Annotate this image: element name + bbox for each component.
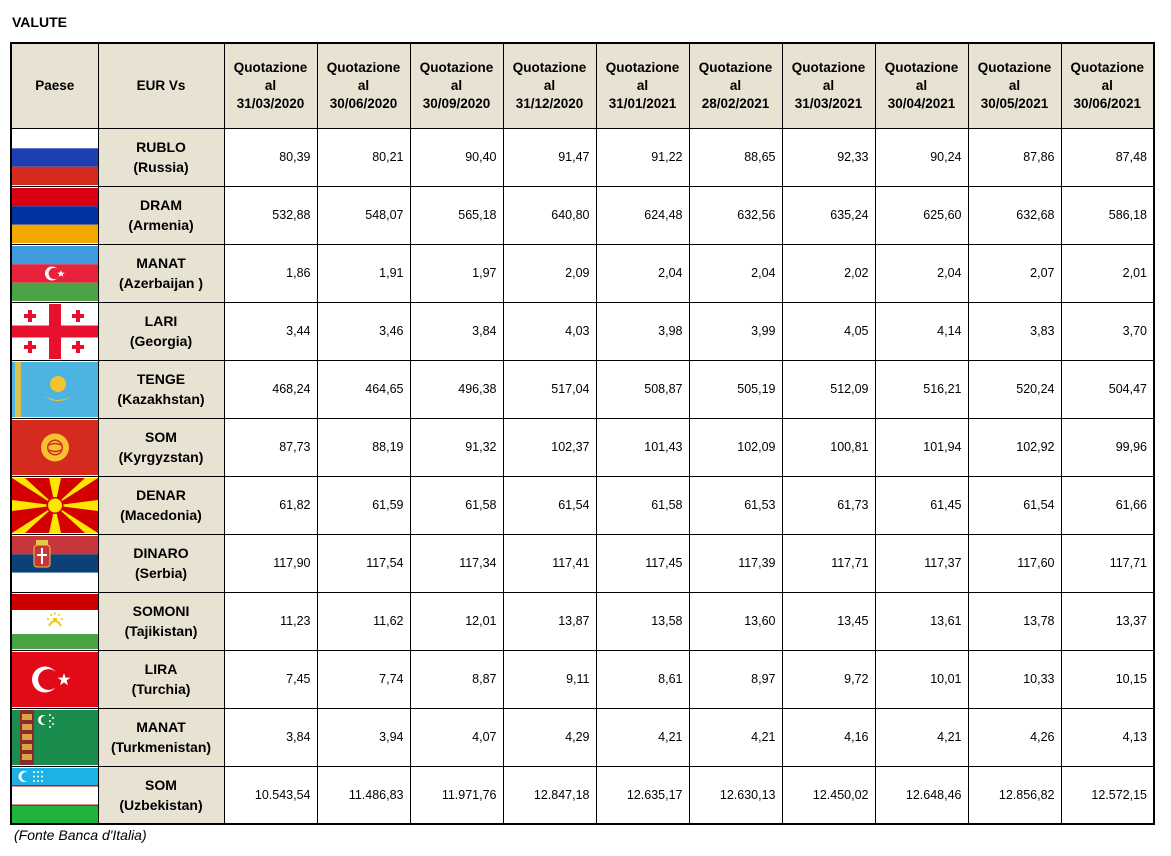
rate-cell: 468,24: [224, 360, 317, 418]
currency-cell: [98, 534, 224, 592]
rate-cell: 11.486,83: [317, 766, 410, 824]
country-name: (Armenia): [128, 217, 194, 233]
rate-cell: 496,38: [410, 360, 503, 418]
table-row: [11, 650, 1154, 708]
turkey-flag-icon: [12, 652, 98, 707]
currency-cell: [98, 650, 224, 708]
rate-cell: 102,37: [503, 418, 596, 476]
rate-cell: 13,60: [689, 592, 782, 650]
rate-cell: 117,34: [410, 534, 503, 592]
rate-cell: 517,04: [503, 360, 596, 418]
currency-cell: [98, 766, 224, 824]
rate-cell: 632,68: [968, 186, 1061, 244]
header-date-1: [224, 43, 317, 128]
rate-cell: 61,54: [968, 476, 1061, 534]
rate-cell: 2,04: [875, 244, 968, 302]
rate-cell: 117,90: [224, 534, 317, 592]
flag-cell: [11, 592, 98, 650]
header-al: al: [543, 77, 556, 93]
header-date-10: [1061, 43, 1154, 128]
rate-cell: 99,96: [1061, 418, 1154, 476]
uzbekistan-flag-icon: [12, 768, 98, 823]
header-al: al: [264, 77, 277, 93]
currency-name: RUBLO: [136, 139, 186, 155]
kazakhstan-flag-icon: [12, 362, 98, 417]
rate-cell: 12.572,15: [1061, 766, 1154, 824]
flag-cell: [11, 766, 98, 824]
currency-name: MANAT: [136, 255, 186, 271]
header-date-label: 30/06/2021: [1073, 95, 1142, 111]
header-al: al: [822, 77, 835, 93]
rate-cell: 4,26: [968, 708, 1061, 766]
country-name: (Azerbaijan ): [118, 275, 203, 291]
rate-cell: 88,65: [689, 128, 782, 186]
currency-table: [10, 42, 1155, 825]
rate-cell: 11,62: [317, 592, 410, 650]
rate-cell: 4,14: [875, 302, 968, 360]
header-al: al: [915, 77, 928, 93]
rate-cell: 12.856,82: [968, 766, 1061, 824]
header-prefix: Quotazione: [791, 59, 866, 75]
rate-cell: 117,71: [782, 534, 875, 592]
rate-cell: 13,87: [503, 592, 596, 650]
header-currency: EUR Vs: [98, 43, 224, 128]
currency-name: LARI: [144, 313, 178, 329]
rate-cell: 12,01: [410, 592, 503, 650]
table-row: [11, 128, 1154, 186]
rate-cell: 92,33: [782, 128, 875, 186]
rate-cell: 13,37: [1061, 592, 1154, 650]
rate-cell: 4,05: [782, 302, 875, 360]
header-row: [11, 43, 1154, 128]
table-row: [11, 708, 1154, 766]
header-prefix: Quotazione: [605, 59, 680, 75]
header-al: al: [357, 77, 370, 93]
header-date-label: 30/04/2021: [887, 95, 956, 111]
rate-cell: 2,01: [1061, 244, 1154, 302]
rate-cell: 117,54: [317, 534, 410, 592]
table-row: [11, 360, 1154, 418]
rate-cell: 87,48: [1061, 128, 1154, 186]
country-name: (Kazakhstan): [117, 391, 205, 407]
rate-cell: 13,45: [782, 592, 875, 650]
header-date-label: 31/01/2021: [608, 95, 677, 111]
rate-cell: 117,41: [503, 534, 596, 592]
rate-cell: 632,56: [689, 186, 782, 244]
rate-cell: 1,97: [410, 244, 503, 302]
header-al: al: [450, 77, 463, 93]
georgia-flag-icon: [12, 304, 98, 359]
rate-cell: 7,74: [317, 650, 410, 708]
currency-cell: [98, 418, 224, 476]
table-body: [11, 128, 1154, 824]
country-name: (Turkmenistan): [110, 739, 212, 755]
rate-cell: 61,82: [224, 476, 317, 534]
source-note: (Fonte Banca d'Italia): [14, 827, 147, 843]
flag-cell: [11, 418, 98, 476]
flag-cell: [11, 650, 98, 708]
rate-cell: 8,97: [689, 650, 782, 708]
header-date-2: [317, 43, 410, 128]
rate-cell: 13,58: [596, 592, 689, 650]
page-title: VALUTE: [12, 14, 67, 30]
country-name: (Macedonia): [120, 507, 202, 523]
header-prefix: Quotazione: [419, 59, 494, 75]
table-row: [11, 418, 1154, 476]
rate-cell: 117,45: [596, 534, 689, 592]
rate-cell: 2,09: [503, 244, 596, 302]
rate-cell: 9,72: [782, 650, 875, 708]
rate-cell: 512,09: [782, 360, 875, 418]
rate-cell: 11,23: [224, 592, 317, 650]
header-al: al: [729, 77, 742, 93]
table-row: [11, 592, 1154, 650]
rate-cell: 3,46: [317, 302, 410, 360]
rate-cell: 90,40: [410, 128, 503, 186]
rate-cell: 3,84: [224, 708, 317, 766]
table-row: [11, 244, 1154, 302]
rate-cell: 640,80: [503, 186, 596, 244]
rate-cell: 2,07: [968, 244, 1061, 302]
rate-cell: 3,94: [317, 708, 410, 766]
currency-name: DENAR: [136, 487, 186, 503]
header-date-label: 28/02/2021: [701, 95, 770, 111]
rate-cell: 1,91: [317, 244, 410, 302]
tajikistan-flag-icon: [12, 594, 98, 649]
flag-cell: [11, 360, 98, 418]
rate-cell: 117,37: [875, 534, 968, 592]
header-prefix: Quotazione: [977, 59, 1052, 75]
header-date-8: [875, 43, 968, 128]
rate-cell: 117,71: [1061, 534, 1154, 592]
kyrgyzstan-flag-icon: [12, 420, 98, 475]
header-date-label: 31/03/2020: [236, 95, 305, 111]
currency-name: SOM: [145, 776, 177, 793]
currency-cell: [98, 592, 224, 650]
header-date-label: 31/03/2021: [794, 95, 863, 111]
rate-cell: 10,01: [875, 650, 968, 708]
rate-cell: 635,24: [782, 186, 875, 244]
rate-cell: 61,58: [596, 476, 689, 534]
rate-cell: 12.648,46: [875, 766, 968, 824]
rate-cell: 2,04: [596, 244, 689, 302]
rate-cell: 61,66: [1061, 476, 1154, 534]
flag-cell: [11, 302, 98, 360]
rate-cell: 520,24: [968, 360, 1061, 418]
rate-cell: 2,02: [782, 244, 875, 302]
currency-cell: [98, 708, 224, 766]
rate-cell: 505,19: [689, 360, 782, 418]
rate-cell: 61,73: [782, 476, 875, 534]
rate-cell: 11.971,76: [410, 766, 503, 824]
header-prefix: Quotazione: [698, 59, 773, 75]
flag-cell: [11, 244, 98, 302]
rate-cell: 61,53: [689, 476, 782, 534]
rate-cell: 61,45: [875, 476, 968, 534]
armenia-flag-icon: [12, 188, 98, 243]
currency-name: SOMONI: [132, 603, 190, 619]
rate-cell: 91,32: [410, 418, 503, 476]
rate-cell: 516,21: [875, 360, 968, 418]
header-date-label: 30/05/2021: [980, 95, 1049, 111]
table-row: [11, 766, 1154, 824]
currency-cell: [98, 476, 224, 534]
currency-name: DRAM: [140, 197, 182, 213]
rate-cell: 504,47: [1061, 360, 1154, 418]
header-al: al: [1008, 77, 1021, 93]
rate-cell: 3,70: [1061, 302, 1154, 360]
table-row: [11, 534, 1154, 592]
rate-cell: 100,81: [782, 418, 875, 476]
rate-cell: 548,07: [317, 186, 410, 244]
rate-cell: 4,21: [689, 708, 782, 766]
country-name: (Serbia): [134, 565, 188, 581]
header-date-6: [689, 43, 782, 128]
header-date-4: [503, 43, 596, 128]
rate-cell: 12.450,02: [782, 766, 875, 824]
rate-cell: 9,11: [503, 650, 596, 708]
header-date-label: 30/09/2020: [422, 95, 491, 111]
country-name: (Turchia): [131, 681, 191, 697]
rate-cell: 117,60: [968, 534, 1061, 592]
rate-cell: 4,29: [503, 708, 596, 766]
country-name: (Tajikistan): [124, 623, 198, 639]
currency-name: MANAT: [136, 719, 186, 735]
header-date-label: 30/06/2020: [329, 95, 398, 111]
rate-cell: 8,87: [410, 650, 503, 708]
rate-cell: 4,07: [410, 708, 503, 766]
currency-name: LIRA: [144, 661, 178, 677]
rate-cell: 80,21: [317, 128, 410, 186]
table-row: [11, 186, 1154, 244]
rate-cell: 565,18: [410, 186, 503, 244]
header-date-5: [596, 43, 689, 128]
header-al: al: [636, 77, 649, 93]
rate-cell: 101,43: [596, 418, 689, 476]
currency-cell: [98, 186, 224, 244]
rate-cell: 4,03: [503, 302, 596, 360]
header-al: al: [1101, 77, 1113, 93]
country-name: (Georgia): [129, 333, 193, 349]
rate-cell: 61,59: [317, 476, 410, 534]
rate-cell: 12.847,18: [503, 766, 596, 824]
flag-cell: [11, 708, 98, 766]
flag-cell: [11, 128, 98, 186]
currency-name: DINARO: [133, 545, 189, 561]
rate-cell: 102,92: [968, 418, 1061, 476]
header-prefix: Quotazione: [512, 59, 587, 75]
rate-cell: 13,61: [875, 592, 968, 650]
rate-cell: 101,94: [875, 418, 968, 476]
currency-cell: [98, 128, 224, 186]
rate-cell: 10.543,54: [224, 766, 317, 824]
rate-cell: 4,16: [782, 708, 875, 766]
rate-cell: 508,87: [596, 360, 689, 418]
rate-cell: 624,48: [596, 186, 689, 244]
rate-cell: 10,33: [968, 650, 1061, 708]
turkmenistan-flag-icon: [12, 710, 98, 765]
rate-cell: 90,24: [875, 128, 968, 186]
rate-cell: 88,19: [317, 418, 410, 476]
flag-cell: [11, 534, 98, 592]
country-name: (Kyrgyzstan): [118, 449, 204, 465]
header-date-label: 31/12/2020: [515, 95, 584, 111]
country-name: (Uzbekistan): [119, 796, 203, 813]
rate-cell: 7,45: [224, 650, 317, 708]
rate-cell: 87,86: [968, 128, 1061, 186]
macedonia-flag-icon: [12, 478, 98, 533]
serbia-flag-icon: [12, 536, 98, 591]
rate-cell: 3,83: [968, 302, 1061, 360]
currency-cell: [98, 360, 224, 418]
header-prefix: Quotazione: [1070, 59, 1144, 75]
rate-cell: 87,73: [224, 418, 317, 476]
header-date-9: [968, 43, 1061, 128]
rate-cell: 625,60: [875, 186, 968, 244]
russia-flag-icon: [12, 130, 98, 185]
flag-cell: [11, 476, 98, 534]
rate-cell: 80,39: [224, 128, 317, 186]
rate-cell: 91,22: [596, 128, 689, 186]
header-date-3: [410, 43, 503, 128]
rate-cell: 3,99: [689, 302, 782, 360]
currency-name: SOM: [145, 429, 177, 445]
rate-cell: 586,18: [1061, 186, 1154, 244]
rate-cell: 61,54: [503, 476, 596, 534]
rate-cell: 117,39: [689, 534, 782, 592]
rate-cell: 532,88: [224, 186, 317, 244]
flag-cell: [11, 186, 98, 244]
rate-cell: 4,13: [1061, 708, 1154, 766]
rate-cell: 8,61: [596, 650, 689, 708]
country-name: (Russia): [133, 159, 189, 175]
currency-name: TENGE: [136, 371, 186, 387]
header-prefix: Quotazione: [233, 59, 308, 75]
header-prefix: Quotazione: [326, 59, 401, 75]
rate-cell: 12.630,13: [689, 766, 782, 824]
rate-cell: 3,44: [224, 302, 317, 360]
rate-cell: 3,98: [596, 302, 689, 360]
currency-cell: [98, 244, 224, 302]
azerbaijan-flag-icon: [12, 246, 98, 301]
header-paese: Paese: [11, 43, 98, 128]
rate-cell: 61,58: [410, 476, 503, 534]
rate-cell: 12.635,17: [596, 766, 689, 824]
rate-cell: 464,65: [317, 360, 410, 418]
rate-cell: 4,21: [875, 708, 968, 766]
rate-cell: 1,86: [224, 244, 317, 302]
rate-cell: 10,15: [1061, 650, 1154, 708]
rate-cell: 91,47: [503, 128, 596, 186]
currency-cell: [98, 302, 224, 360]
rate-cell: 2,04: [689, 244, 782, 302]
rate-cell: 13,78: [968, 592, 1061, 650]
table-row: [11, 476, 1154, 534]
rate-cell: 3,84: [410, 302, 503, 360]
table-row: [11, 302, 1154, 360]
header-prefix: Quotazione: [884, 59, 959, 75]
rate-cell: 102,09: [689, 418, 782, 476]
header-date-7: [782, 43, 875, 128]
rate-cell: 4,21: [596, 708, 689, 766]
